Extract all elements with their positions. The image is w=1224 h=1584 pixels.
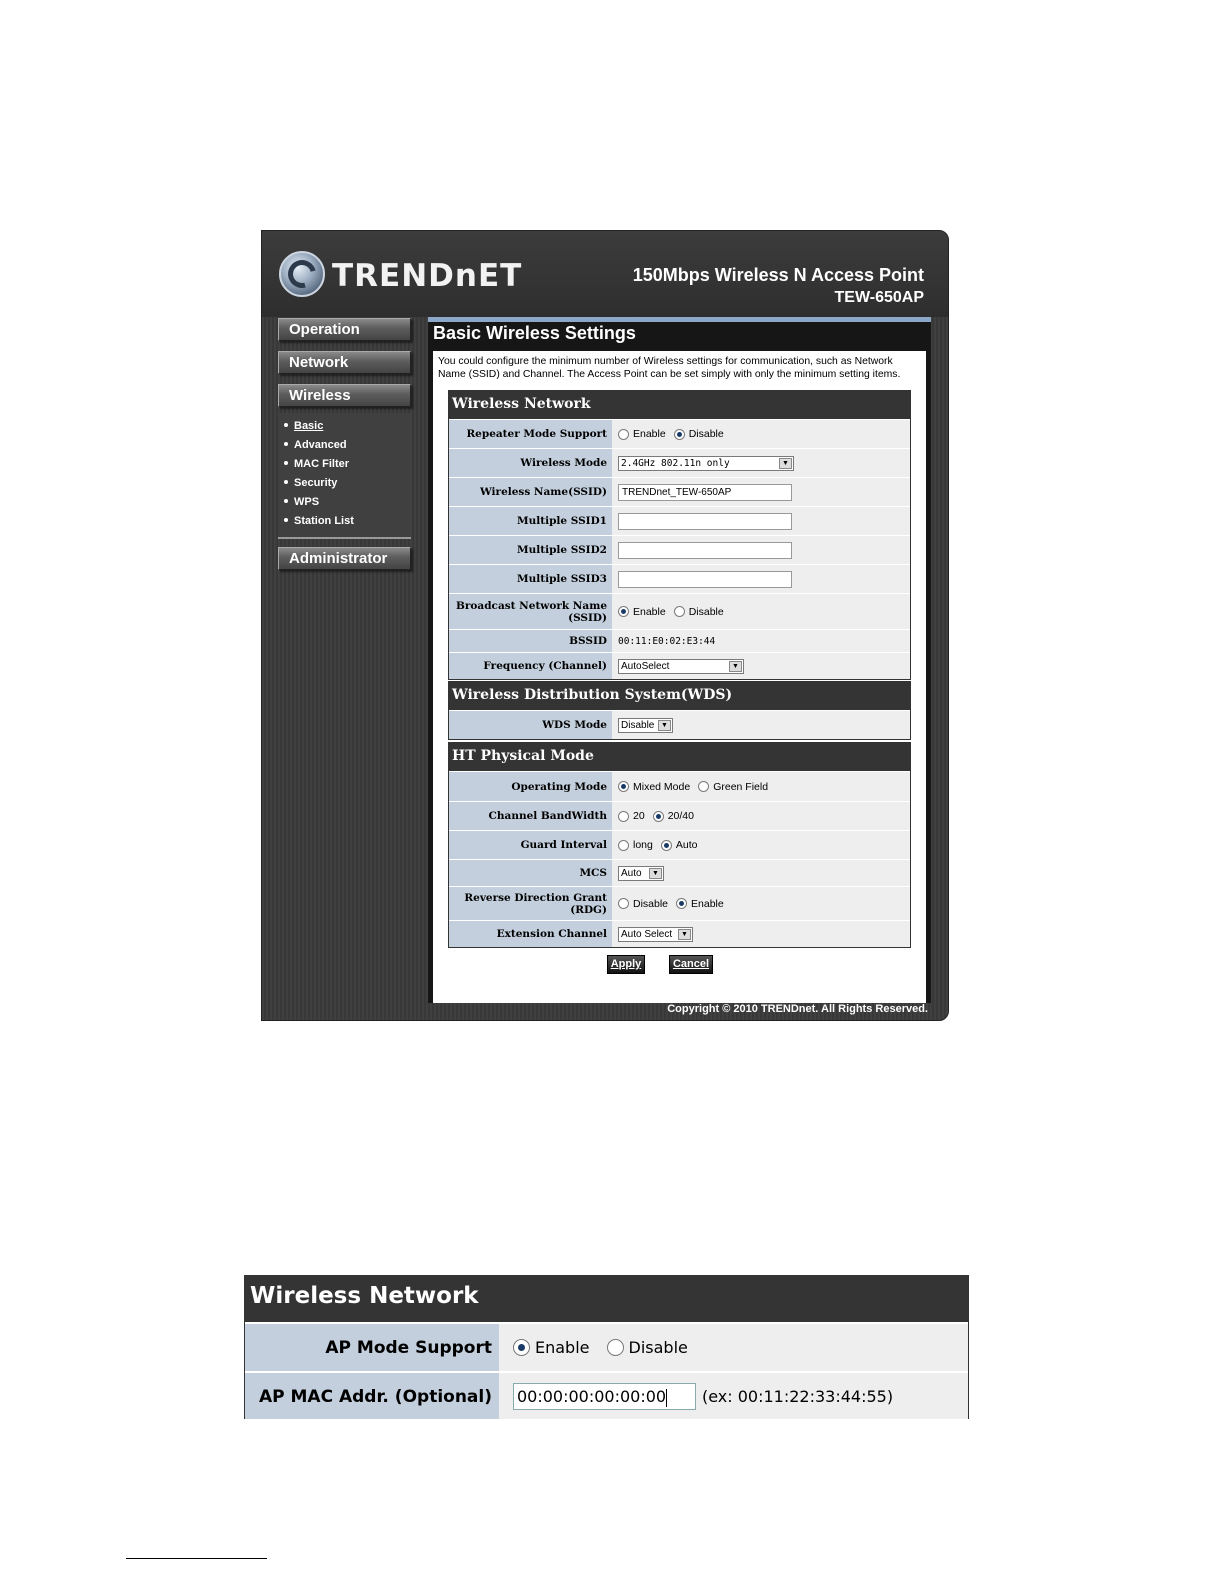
apply-button[interactable]: Apply (607, 955, 645, 974)
sidebar (278, 317, 414, 580)
main-content (428, 317, 931, 1003)
chevron-down-icon: ▼ (729, 661, 742, 672)
wireless-mode-row (449, 448, 910, 477)
nav-network-button[interactable]: Network (278, 351, 411, 374)
submenu-item-mac-filter[interactable] (282, 455, 411, 474)
submenu-item-label: MAC Filter (294, 458, 349, 470)
bssid-row (449, 629, 910, 652)
ht-physical-mode-section (448, 742, 911, 948)
submenu-item-label: Station List (294, 515, 354, 527)
wds-mode-row (449, 710, 910, 739)
wds-section (448, 681, 911, 740)
bullet-icon (284, 423, 288, 427)
radio-label: Disable (688, 428, 724, 440)
select-value: Auto Select (621, 928, 673, 940)
operating-mode-row (449, 771, 910, 801)
nav-administrator-button[interactable]: Administrator (278, 547, 411, 570)
repeater-disable-radio[interactable] (674, 429, 685, 440)
chevron-down-icon: ▼ (678, 929, 691, 940)
radio-label: 20/40 (667, 810, 694, 822)
wds-mode-select[interactable] (618, 718, 673, 733)
repeater-mode-row (449, 419, 910, 448)
content-border-right (926, 351, 931, 1003)
extension-channel-row (449, 920, 910, 947)
select-value: Auto (621, 867, 642, 879)
broadcast-disable-radio[interactable] (674, 606, 685, 617)
radio-label: Disable (688, 605, 724, 618)
radio-label: Enable (633, 428, 666, 440)
bullet-icon (284, 461, 288, 465)
submenu-item-label: Security (294, 477, 338, 489)
ap-mode-row (245, 1322, 968, 1371)
rdg-disable-radio[interactable] (618, 898, 629, 909)
channel-bandwidth-row (449, 801, 910, 830)
chevron-down-icon: ▼ (649, 868, 662, 879)
bandwidth-20-radio[interactable] (618, 811, 629, 822)
product-name: 150Mbps Wireless N Access Point (632, 265, 924, 285)
mixed-mode-radio[interactable] (618, 781, 629, 792)
wireless-network-section (448, 390, 911, 680)
multiple-ssid2-row (449, 535, 910, 564)
cancel-button[interactable]: Cancel (669, 955, 713, 974)
ap-mode-disable-radio[interactable] (607, 1339, 624, 1356)
nav-operation-button[interactable]: Operation (278, 318, 411, 341)
field-label: AP MAC Addr. (Optional) (245, 1373, 499, 1419)
field-label: Multiple SSID1 (449, 507, 612, 535)
ap-mac-hint: (ex: 00:11:22:33:44:55) (702, 1387, 894, 1406)
radio-label: Disable (633, 897, 669, 910)
submenu-item-advanced[interactable] (282, 436, 411, 455)
select-value: Disable (621, 719, 655, 731)
section-heading: Wireless Distribution System(WDS) (449, 682, 910, 710)
submenu-item-label: Advanced (294, 439, 347, 451)
page-description: You could configure the minimum number of Wireless settings for communication, such as Network Name (SSID) and Channel. The Access Point can be set simply with only the minimum setting items. (438, 356, 901, 380)
field-label: Wireless Name(SSID) (449, 478, 612, 506)
repeater-enable-radio[interactable] (618, 429, 629, 440)
copyright: Copyright © 2010 TRENDnet. All Rights Reserved. (667, 1003, 928, 1015)
chevron-down-icon: ▼ (779, 458, 792, 469)
bandwidth-20-40-radio[interactable] (653, 811, 664, 822)
ssid2-input[interactable] (618, 542, 792, 559)
frequency-row (449, 652, 910, 679)
guard-long-radio[interactable] (618, 840, 629, 851)
field-label: Frequency (Channel) (449, 653, 612, 679)
guard-interval-row (449, 830, 910, 859)
radio-label: Enable (633, 605, 666, 618)
page-title: Basic Wireless Settings (428, 322, 931, 351)
field-label: MCS (449, 860, 612, 886)
field-label: Channel BandWidth (449, 802, 612, 830)
section-heading: Wireless Network (449, 391, 910, 419)
content-border-left (428, 351, 433, 1003)
broadcast-enable-radio[interactable] (618, 606, 629, 617)
section-heading: HT Physical Mode (449, 743, 910, 771)
multiple-ssid1-row (449, 506, 910, 535)
zoomed-wireless-network-crop (244, 1275, 969, 1419)
field-label: BSSID (449, 630, 612, 652)
radio-label: long (633, 839, 653, 851)
submenu-item-station-list[interactable] (282, 512, 411, 531)
wireless-submenu (278, 413, 411, 539)
rdg-enable-radio[interactable] (676, 898, 687, 909)
broadcast-ssid-row (449, 593, 910, 629)
radio-label: Disable (628, 1338, 688, 1357)
extension-channel-select[interactable] (618, 927, 693, 942)
field-label: Operating Mode (449, 772, 612, 801)
ap-mac-row (245, 1371, 968, 1419)
field-label: Reverse Direction Grant (RDG) (449, 887, 612, 920)
footnote-rule (126, 1558, 267, 1559)
submenu-item-basic[interactable] (282, 417, 411, 436)
frequency-select[interactable] (618, 659, 744, 674)
model-number: TEW-650AP (834, 289, 924, 306)
select-value: AutoSelect (621, 660, 670, 672)
header (262, 231, 949, 317)
radio-label: Auto (675, 839, 698, 851)
submenu-item-wps[interactable] (282, 493, 411, 512)
field-label: Repeater Mode Support (449, 420, 612, 448)
radio-label: 20 (633, 810, 645, 822)
field-label: WDS Mode (449, 711, 612, 739)
field-label: Guard Interval (449, 831, 612, 859)
trendnet-logo-icon (279, 251, 325, 297)
ssid3-input[interactable] (618, 571, 792, 588)
radio-label: Enable (691, 897, 724, 910)
field-label: Broadcast Network Name (SSID) (449, 594, 612, 629)
bullet-icon (284, 518, 288, 522)
submenu-item-security[interactable] (282, 474, 411, 493)
field-label: Multiple SSID2 (449, 536, 612, 564)
multiple-ssid3-row (449, 564, 910, 593)
radio-label: Mixed Mode (633, 780, 691, 793)
bullet-icon (284, 442, 288, 446)
bssid-value: 00:11:E0:02:E3:44 (618, 635, 716, 647)
ssid1-input[interactable] (618, 513, 792, 530)
field-label: Extension Channel (449, 921, 612, 947)
field-label: AP Mode Support (245, 1324, 499, 1371)
rdg-row (449, 886, 910, 920)
bullet-icon (284, 480, 288, 484)
input-value: 00:00:00:00:00:00 (517, 1387, 667, 1406)
mcs-select[interactable] (618, 866, 664, 881)
submenu-item-label: Basic (294, 420, 324, 432)
guard-auto-radio[interactable] (661, 840, 672, 851)
green-field-radio[interactable] (698, 781, 709, 792)
radio-label: Enable (535, 1338, 590, 1357)
ssid-input[interactable]: TRENDnet_TEW-650AP (618, 484, 792, 501)
router-admin-window (261, 230, 949, 1021)
submenu-item-label: WPS (294, 496, 320, 508)
select-value: 2.4GHz 802.11n only (621, 457, 730, 469)
nav-wireless-button[interactable]: Wireless (278, 384, 411, 407)
section-heading: Wireless Network (245, 1275, 968, 1322)
ssid-row (449, 477, 910, 506)
ap-mac-input[interactable] (513, 1383, 696, 1410)
mcs-row (449, 859, 910, 886)
brand-logo-text: TRENDnET (332, 258, 523, 294)
bullet-icon (284, 499, 288, 503)
field-label: Multiple SSID3 (449, 565, 612, 593)
field-label: Wireless Mode (449, 449, 612, 477)
wireless-mode-select[interactable] (618, 456, 794, 471)
radio-label: Green Field (713, 780, 769, 793)
ap-mode-enable-radio[interactable] (513, 1339, 530, 1356)
chevron-down-icon: ▼ (658, 720, 671, 731)
